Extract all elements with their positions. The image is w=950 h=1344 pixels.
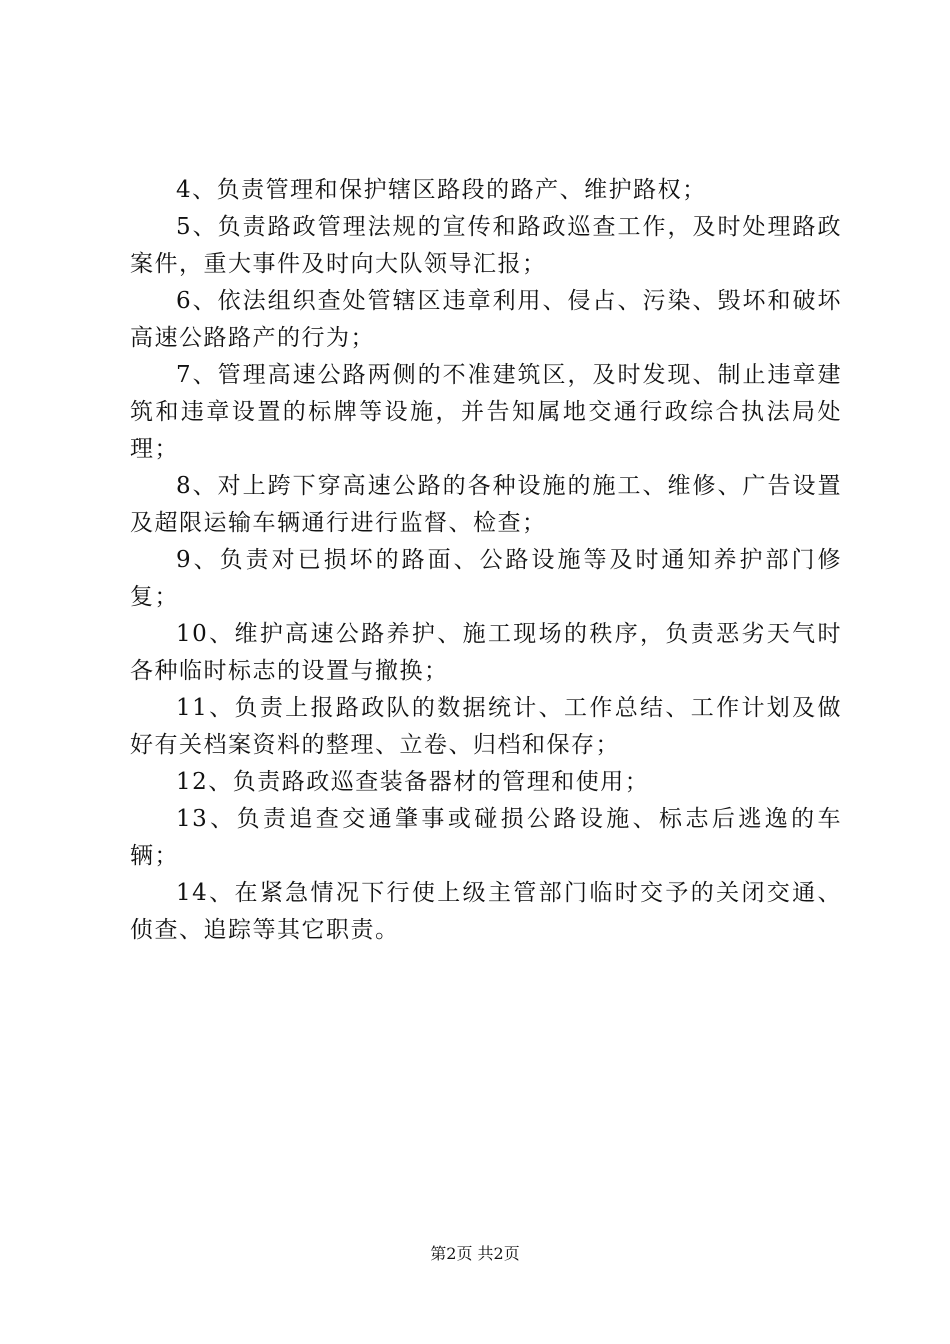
paragraph-duty-10: 10、维护高速公路养护、施工现场的秩序，负责恶劣天气时各种临时标志的设置与撤换； — [130, 621, 842, 684]
paragraph-duty-7: 7、管理高速公路两侧的不准建筑区，及时发现、制止违章建筑和违章设置的标牌等设施，并告知属地交通行政综合执法局处理； — [130, 362, 842, 462]
paragraph-duty-8: 8、对上跨下穿高速公路的各种设施的施工、维修、广告设置及超限运输车辆通行进行监督、检查； — [130, 473, 842, 536]
paragraph-duty-12: 12、负责路政巡查装备器材的管理和使用； — [176, 769, 650, 795]
paragraph-duty-11: 11、负责上报路政队的数据统计、工作总结、工作计划及做好有关档案资料的整理、立卷、归档和保存； — [130, 695, 842, 758]
paragraph-duty-14: 14、在紧急情况下行使上级主管部门临时交予的关闭交通、侦查、追踪等其它职责。 — [130, 880, 842, 943]
paragraph-duty-5: 5、负责路政管理法规的宣传和路政巡查工作，及时处理路政案件，重大事件及时向大队领导汇报； — [130, 214, 842, 277]
paragraph-duty-9: 9、负责对已损坏的路面、公路设施等及时通知养护部门修复； — [130, 547, 842, 610]
document-body — [130, 172, 842, 949]
paragraph-duty-6: 6、依法组织查处管辖区违章利用、侵占、污染、毁坏和破坏高速公路路产的行为； — [130, 288, 842, 351]
paragraph-duty-4: 4、负责管理和保护辖区路段的路产、维护路权； — [176, 177, 707, 203]
paragraph-duty-13: 13、负责追查交通肇事或碰损公路设施、标志后逃逸的车辆； — [130, 806, 842, 869]
page-number-footer: 第2页 共2页 — [430, 1244, 520, 1263]
